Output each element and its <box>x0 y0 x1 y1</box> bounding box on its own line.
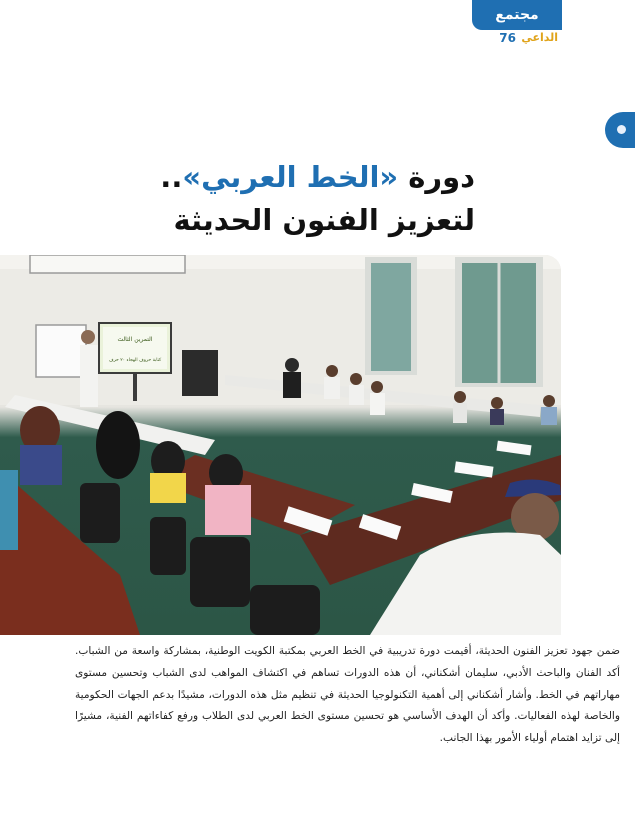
section-tab <box>472 0 562 48</box>
magazine-logo: الداعي <box>521 31 558 44</box>
screen-caption: كتابة حروف الهجاء ٢٠ حرف <box>108 358 162 363</box>
side-marker <box>605 112 635 148</box>
screen-title: التمرين الثالث <box>117 336 153 343</box>
article-title <box>55 156 475 242</box>
article-body: ضمن جهود تعزيز الفنون الحديثة، أقيمت دورة تدريبية في الخط العربي بمكتبة الكويت الوطنية، بمشاركة واسعة من الشباب. أكد الفنان والباحث الأدبي، سليمان أشكناني، أن هذه الدورات تساهم في اكتشاف المواهب لدى الشباب وتحسين مستوى مهاراتهم في الخط. وأشار أشكناني إلى أهمية التكنولوجيا الحديثة في تنظيم مثل هذه الدورات، مشيدًا بدعم الجهات الحكومية والخاصة لهذه الفعاليات. وأكد أن الهدف الأساسي هو تحسين مستوى الخط العربي لدى الطلاب ورفع كفاءاتهم الفنية، مشيرًا إلى تزايد اهتمام أولياء الأمور بهذا الجانب. <box>75 645 620 745</box>
title-accent: «الخط العربي» <box>182 160 399 194</box>
title-line-2: لتعزيز الفنون الحديثة <box>173 203 475 237</box>
section-label: مجتمع <box>472 0 562 30</box>
article-photo <box>0 255 561 635</box>
side-marker-dot <box>617 125 626 134</box>
page-number: 76 <box>499 31 516 45</box>
title-line-1 <box>55 156 475 198</box>
title-prefix: دورة <box>398 160 475 194</box>
title-suffix: .. <box>160 160 183 194</box>
classroom-illustration <box>0 255 561 635</box>
